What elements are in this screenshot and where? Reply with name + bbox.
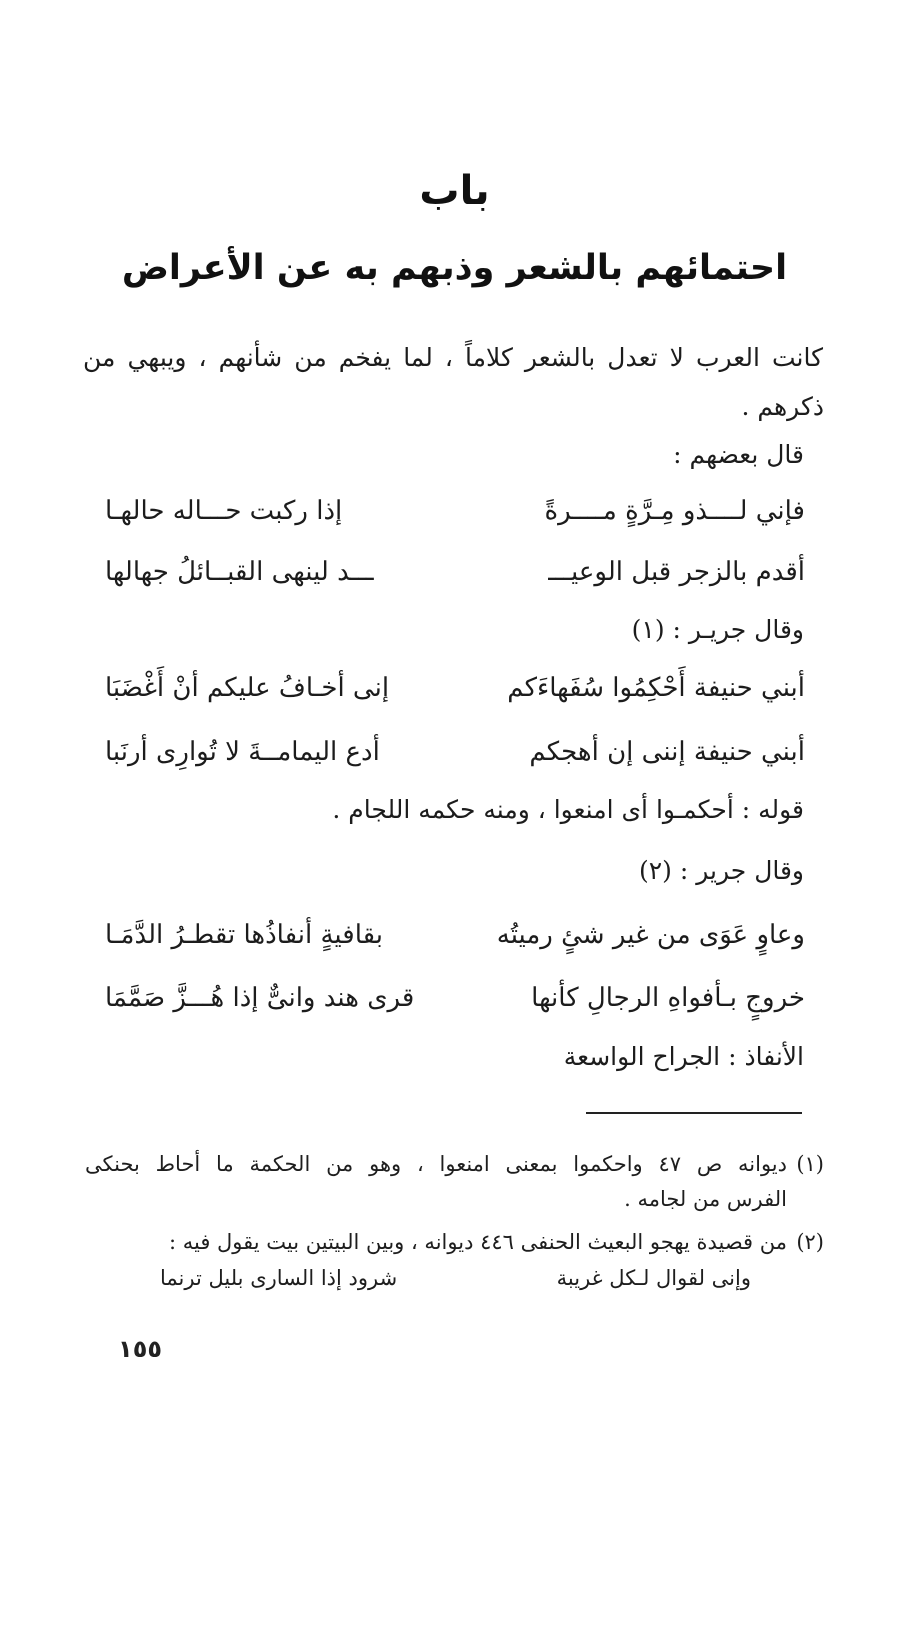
gloss-ahkimu: قوله : أحكمـوا أى امنعوا ، ومنه حكمه اللجام .	[332, 795, 804, 824]
attribution-jarir-1: وقال جريـر : (١)	[631, 615, 804, 644]
verse-3-second-hemistich: إنى أخـافُ عليكم أنْ أَغْضَبَا	[105, 673, 390, 703]
verse-4-second-hemistich: أدع اليمامــةَ لا تُوارِى أرنَبا	[105, 737, 380, 767]
verse-6-second-hemistich: قرى هند وانىٌّ إذا هُـــزَّ صَمَّمَا	[105, 983, 415, 1013]
footnote-1-line-2: الفرس من لجامه .	[624, 1187, 787, 1211]
intro-paragraph-line-2: ذكرهم .	[741, 392, 824, 421]
verse-5-second-hemistich: بقافيةٍ أنفاذُها تقطـرُ الدَّمَـا	[105, 920, 384, 950]
attribution-some-said: قال بعضهم :	[673, 440, 804, 469]
chapter-heading: باب	[419, 168, 490, 214]
footnote-1-line-1: ديوانه ص ٤٧ واحكموا بمعنى امنعوا ، وهو من الحكمة ما أحاط بحنكى	[85, 1152, 787, 1176]
verse-1-second-hemistich: إذا ركبت حـــاله حالهـا	[105, 496, 343, 526]
verse-2-second-hemistich: ـــد لينهى القبــائلُ جهالها	[105, 557, 374, 587]
verse-3-first-hemistich: أبني حنيفة أَحْكِمُوا سُفَهاءَكم	[507, 673, 805, 703]
footnote-1-marker: (١)	[796, 1152, 824, 1176]
footnote-separator	[586, 1112, 802, 1114]
verse-6-first-hemistich: خروجٍ بـأفواهِ الرجالِ كأنها	[531, 983, 805, 1013]
footnote-2-verse-first-hemistich: وإنى لقوال لـكل غريبة	[556, 1266, 751, 1290]
verse-2-first-hemistich: أقدم بالزجر قبل الوعيـــ	[548, 557, 805, 587]
verse-4-first-hemistich: أبني حنيفة إننى إن أهجكم	[529, 737, 805, 767]
gloss-anfadh: الأنفاذ : الجراح الواسعة	[563, 1042, 804, 1071]
intro-paragraph-line-1: كانت العرب لا تعدل بالشعر كلاماً ، لما يفخم من شأنهم ، ويبهي من	[83, 343, 823, 372]
chapter-title: احتمائهم بالشعر وذبهم به عن الأعراض	[121, 248, 788, 288]
footnote-2-line-1: من قصيدة يهجو البعيث الحنفى ٤٤٦ ديوانه ، وبين البيتين بيت يقول فيه :	[168, 1230, 787, 1254]
verse-1-first-hemistich: فإني لــــذو مِـرَّةٍ مــــرةً	[544, 496, 805, 526]
footnote-2-verse-second-hemistich: شرود إذا السارى بليل ترنما	[160, 1266, 398, 1290]
verse-5-first-hemistich: وعاوٍ عَوَى من غير شئٍ رميتُه	[496, 920, 805, 950]
page-number: ١٥٥	[118, 1335, 162, 1363]
attribution-jarir-2: وقال جرير : (٢)	[638, 856, 804, 885]
footnote-2-marker: (٢)	[796, 1230, 824, 1254]
